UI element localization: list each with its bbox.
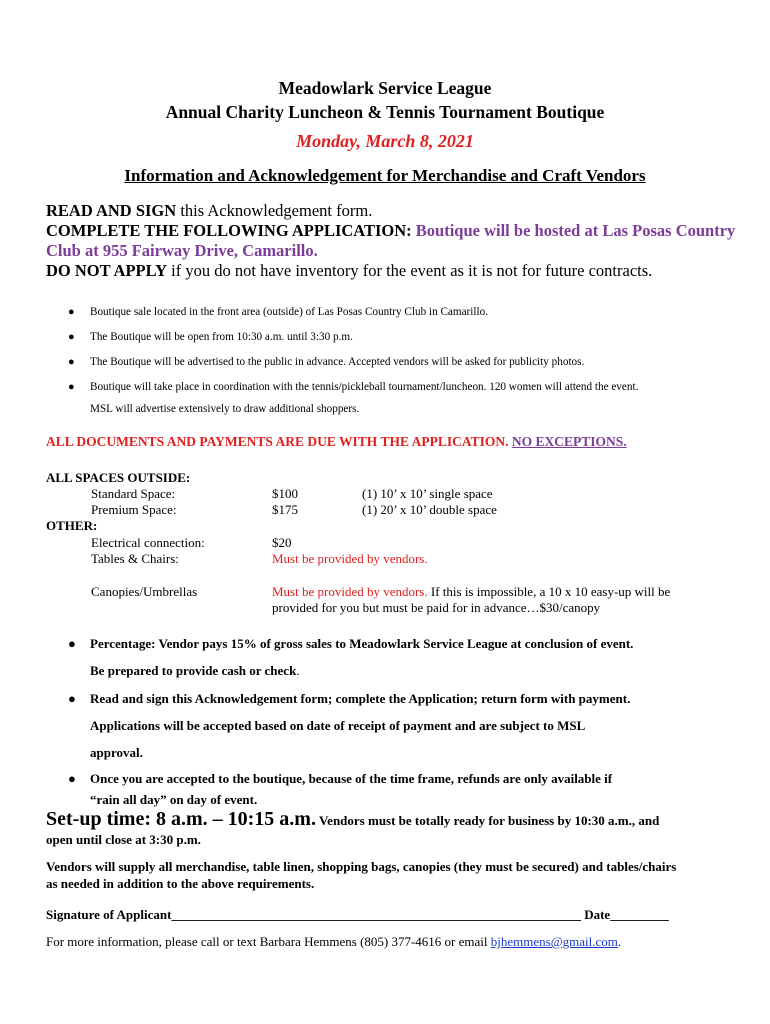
list-item: ● The Boutique will be advertised to the public in advance. Accepted vendors will be asked for publicity photos. bbox=[68, 356, 585, 368]
list-item: ● The Boutique will be open from 10:30 a.m. until 3:30 p.m. bbox=[68, 331, 353, 343]
electric-price: $20 bbox=[272, 535, 292, 550]
canopies-note: Must be provided by vendors. If this is impossible, a 10 x 10 easy-up will be provided for you but must be paid for in advance…$30/canopy bbox=[272, 584, 671, 615]
payment-due-notice: ALL DOCUMENTS AND PAYMENTS ARE DUE WITH THE APPLICATION. NO EXCEPTIONS. bbox=[46, 434, 627, 449]
bullet-icon: ● bbox=[68, 636, 76, 651]
event-title: Annual Charity Luncheon & Tennis Tournament Boutique bbox=[165, 102, 605, 122]
premium-desc: (1) 20’ x 10’ double space bbox=[362, 502, 497, 517]
org-title: Meadowlark Service League bbox=[278, 78, 492, 98]
bullet-icon: ● bbox=[68, 691, 76, 706]
vendor-supply-note: Vendors will supply all merchandise, table linen, shopping bags, canopies (they must be secured) and tables/chairs as needed in addition to the above requirements. bbox=[46, 859, 677, 891]
list-item: ● Read and sign this Acknowledgement form; complete the Application; return form with payment. Applications will be accepted based on date of receipt of payment and are subject to MSL approval. bbox=[68, 685, 748, 766]
standard-desc: (1) 10’ x 10’ single space bbox=[362, 486, 493, 501]
standard-price: $100 bbox=[272, 486, 298, 501]
electric-label: Electrical connection: bbox=[91, 535, 205, 550]
contact-info: For more information, please call or text Barbara Hemmens (805) 377-4616 or email bjhemmens@gmail.com. bbox=[46, 934, 622, 949]
outside-heading: ALL SPACES OUTSIDE: bbox=[46, 470, 191, 485]
intro-line-1: READ AND SIGN this Acknowledgement form. bbox=[46, 201, 373, 220]
list-item: MSL will advertise extensively to draw additional shoppers. bbox=[90, 403, 360, 415]
date-field[interactable]: _________ bbox=[610, 907, 669, 922]
canopies-label: Canopies/Umbrellas bbox=[91, 584, 198, 599]
bullet-icon: ● bbox=[68, 306, 75, 318]
email-link[interactable]: bjhemmens@gmail.com bbox=[490, 934, 618, 949]
tables-label: Tables & Chairs: bbox=[91, 551, 179, 566]
signature-field[interactable]: _______________________________________________________________ bbox=[171, 907, 581, 922]
bullet-icon: ● bbox=[68, 771, 76, 786]
intro-line-2: COMPLETE THE FOLLOWING APPLICATION: Boutique will be hosted at Las Posas Country Club at 955 Fairway Drive, Camarillo. bbox=[46, 221, 736, 260]
event-date: Monday, March 8, 2021 bbox=[296, 131, 474, 151]
terms-bullet-list bbox=[68, 630, 748, 810]
tables-note: Must be provided by vendors. bbox=[272, 551, 428, 566]
bullet-icon: ● bbox=[68, 356, 75, 368]
list-item: ● Boutique sale located in the front area (outside) of Las Posas Country Club in Camarillo. bbox=[68, 306, 489, 318]
bullet-icon: ● bbox=[68, 381, 75, 393]
premium-label: Premium Space: bbox=[91, 502, 177, 517]
fee-schedule bbox=[46, 470, 746, 620]
intro-line-3: DO NOT APPLY if you do not have inventory for the event as it is not for future contracts. bbox=[46, 261, 653, 280]
signature-line: Signature of Applicant_______________________________________________________________ Date_________ bbox=[46, 907, 669, 922]
list-item: ● Once you are accepted to the boutique, because of the time frame, refunds are only available if “rain all day” on day of event. bbox=[68, 768, 748, 810]
list-item: ● Percentage: Vendor pays 15% of gross sales to Meadowlark Service League at conclusion of event. Be prepared to provide cash or check. bbox=[68, 630, 748, 684]
page-subtitle: Information and Acknowledgement for Merchandise and Craft Vendors bbox=[124, 166, 646, 185]
setup-time: Set-up time: 8 a.m. – 10:15 a.m. Vendors must be totally ready for business by 10:30 a.m., and open until close at 3:30 p.m. bbox=[46, 808, 660, 847]
bullet-icon: ● bbox=[68, 331, 75, 343]
standard-label: Standard Space: bbox=[91, 486, 176, 501]
premium-price: $175 bbox=[272, 502, 298, 517]
list-item: ● Boutique will take place in coordination with the tennis/pickleball tournament/luncheon. 120 women will attend the event. bbox=[68, 381, 639, 393]
intro-block bbox=[46, 201, 736, 281]
other-heading: OTHER: bbox=[46, 518, 98, 533]
info-bullet-list bbox=[68, 305, 748, 424]
